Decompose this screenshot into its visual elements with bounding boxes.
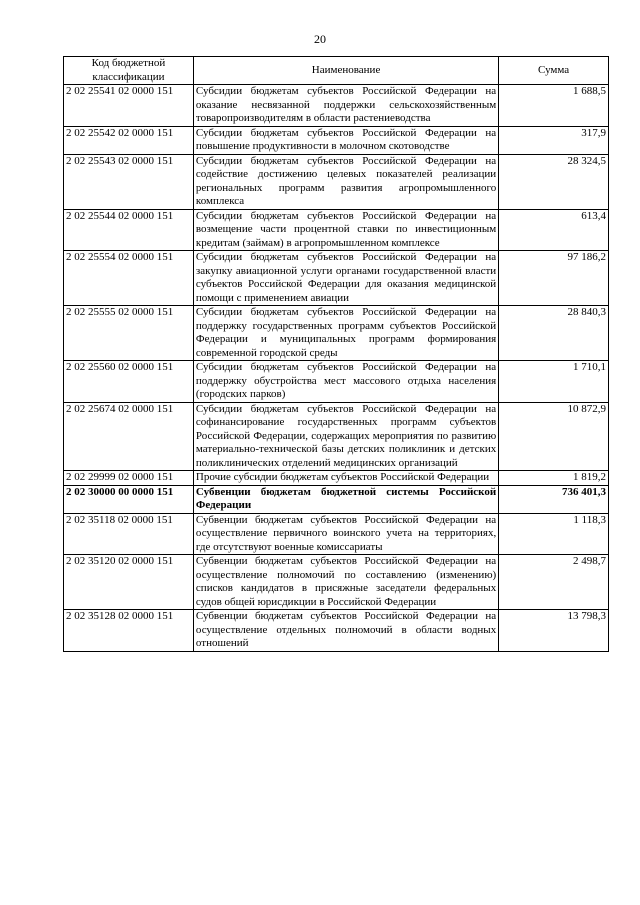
budget-code-cell: 2 02 25544 02 0000 151 <box>64 209 194 251</box>
table-row <box>64 555 609 610</box>
item-name-cell: Субсидии бюджетам субъектов Российской Федерации на софинансирование государственных программ субъектов Российской Федерации, содержащих мероприятия по развитию материально-технической базы детских поликлиник и детских поликлинических отделений медицинских организаций <box>193 402 498 471</box>
amount-cell: 28 324,5 <box>499 154 609 209</box>
table-row <box>64 485 609 513</box>
budget-table <box>63 56 609 652</box>
table-row <box>64 251 609 306</box>
budget-code-cell: 2 02 25541 02 0000 151 <box>64 85 194 127</box>
amount-cell: 613,4 <box>499 209 609 251</box>
amount-cell: 10 872,9 <box>499 402 609 471</box>
header-name: Наименование <box>193 57 498 85</box>
item-name-cell: Субвенции бюджетам бюджетной системы Российской Федерации <box>193 485 498 513</box>
table-row <box>64 361 609 403</box>
amount-cell: 97 186,2 <box>499 251 609 306</box>
budget-code-cell: 2 02 25554 02 0000 151 <box>64 251 194 306</box>
item-name-cell: Субсидии бюджетам субъектов Российской Федерации на возмещение части процентной ставки по инвестиционным кредитам (займам) в агропромышленном комплексе <box>193 209 498 251</box>
table-header-row <box>64 57 609 85</box>
amount-cell: 2 498,7 <box>499 555 609 610</box>
table-row <box>64 513 609 555</box>
header-sum: Сумма <box>499 57 609 85</box>
amount-cell: 28 840,3 <box>499 306 609 361</box>
header-code: Код бюджетной классификации <box>64 57 194 85</box>
table-row <box>64 306 609 361</box>
table-body <box>64 85 609 652</box>
item-name-cell: Субсидии бюджетам субъектов Российской Федерации на повышение продуктивности в молочном скотоводстве <box>193 126 498 154</box>
item-name-cell: Субвенции бюджетам субъектов Российской Федерации на осуществление первичного воинского учета на территориях, где отсутствуют военные комиссариаты <box>193 513 498 555</box>
amount-cell: 13 798,3 <box>499 610 609 652</box>
budget-code-cell: 2 02 25555 02 0000 151 <box>64 306 194 361</box>
amount-cell: 317,9 <box>499 126 609 154</box>
item-name-cell: Субсидии бюджетам субъектов Российской Федерации на оказание несвязанной поддержки сельскохозяйственным товаропроизводителям в области растениеводства <box>193 85 498 127</box>
item-name-cell: Субвенции бюджетам субъектов Российской Федерации на осуществление отдельных полномочий в области водных отношений <box>193 610 498 652</box>
table-row <box>64 85 609 127</box>
budget-code-cell: 2 02 25674 02 0000 151 <box>64 402 194 471</box>
table-row <box>64 209 609 251</box>
budget-code-cell: 2 02 30000 00 0000 151 <box>64 485 194 513</box>
table-row <box>64 610 609 652</box>
budget-code-cell: 2 02 29999 02 0000 151 <box>64 471 194 486</box>
item-name-cell: Субсидии бюджетам субъектов Российской Федерации на поддержку государственных программ субъектов Российской Федерации и муниципальных программ формирования современной городской среды <box>193 306 498 361</box>
table-row <box>64 126 609 154</box>
table-row <box>64 154 609 209</box>
budget-code-cell: 2 02 35128 02 0000 151 <box>64 610 194 652</box>
item-name-cell: Субсидии бюджетам субъектов Российской Федерации на поддержку обустройства мест массового отдыха населения (городских парков) <box>193 361 498 403</box>
amount-cell: 1 819,2 <box>499 471 609 486</box>
item-name-cell: Субсидии бюджетам субъектов Российской Федерации на содействие достижению целевых показателей реализации региональных программ развития агропромышленного комплекса <box>193 154 498 209</box>
item-name-cell: Прочие субсидии бюджетам субъектов Российской Федерации <box>193 471 498 486</box>
amount-cell: 1 118,3 <box>499 513 609 555</box>
item-name-cell: Субвенции бюджетам субъектов Российской Федерации на осуществление полномочий по составлению (изменению) списков кандидатов в присяжные заседатели федеральных судов общей юрисдикции в Российской Федерации <box>193 555 498 610</box>
amount-cell: 1 710,1 <box>499 361 609 403</box>
budget-code-cell: 2 02 35120 02 0000 151 <box>64 555 194 610</box>
table-row <box>64 402 609 471</box>
budget-code-cell: 2 02 25560 02 0000 151 <box>64 361 194 403</box>
item-name-cell: Субсидии бюджетам субъектов Российской Федерации на закупку авиационной услуги органами государственной власти субъектов Российской Федерации для оказания медицинской помощи с применением авиации <box>193 251 498 306</box>
page-number: 20 <box>314 32 326 46</box>
table-row <box>64 471 609 486</box>
amount-cell: 1 688,5 <box>499 85 609 127</box>
amount-cell: 736 401,3 <box>499 485 609 513</box>
budget-code-cell: 2 02 35118 02 0000 151 <box>64 513 194 555</box>
budget-code-cell: 2 02 25542 02 0000 151 <box>64 126 194 154</box>
budget-code-cell: 2 02 25543 02 0000 151 <box>64 154 194 209</box>
